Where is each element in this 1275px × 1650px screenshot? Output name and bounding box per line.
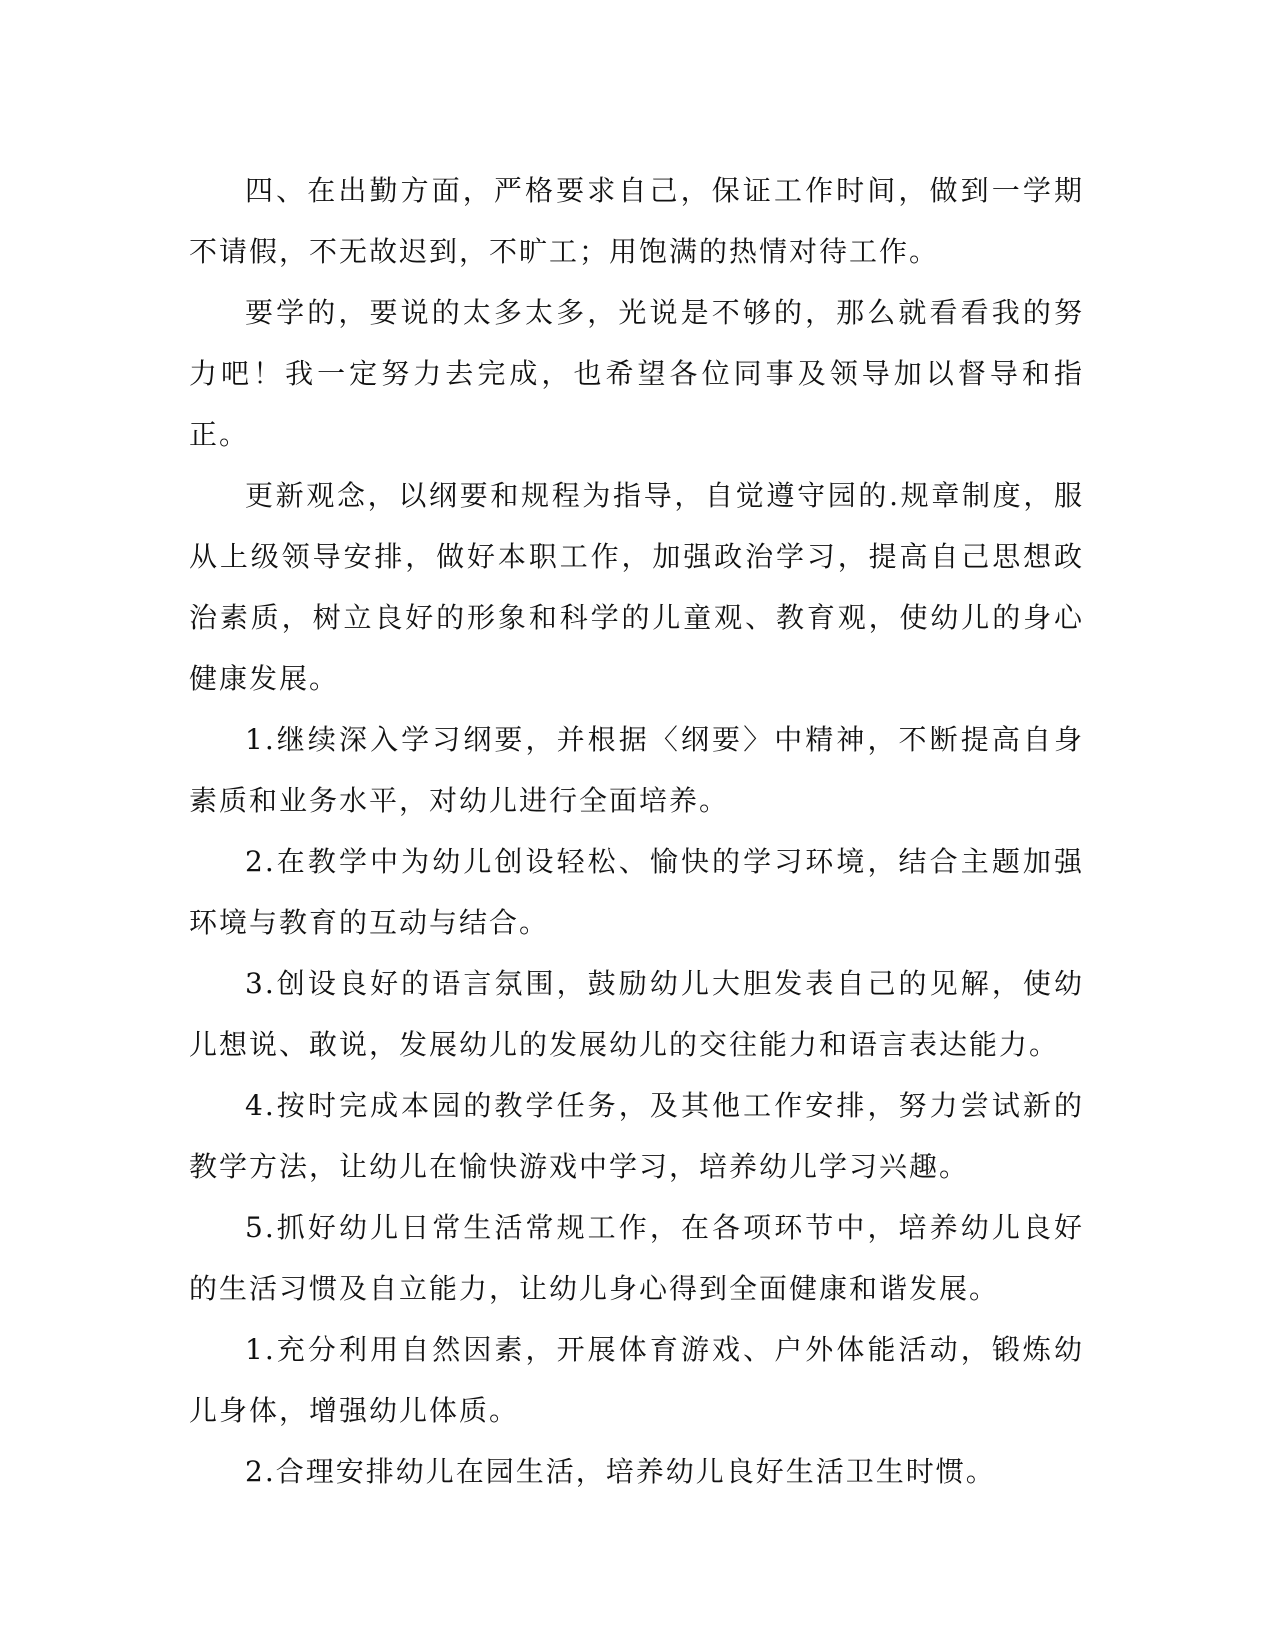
paragraph-item-5-daily-routine: 5.抓好幼儿日常生活常规工作，在各项环节中，培养幼儿良好的生活习惯及自立能力，让幼儿身心得到全面健康和谐发展。	[189, 1211, 1084, 1305]
paragraph-item-4-teaching: 4.按时完成本园的教学任务，及其他工作安排，努力尝试新的教学方法，让幼儿在愉快游戏中学习，培养幼儿学习兴趣。	[189, 1089, 1084, 1183]
document-body	[189, 160, 1084, 1502]
paragraph-attendance: 四、在出勤方面，严格要求自己，保证工作时间，做到一学期不请假，不无故迟到，不旷工；用饱满的热情对待工作。	[189, 174, 1084, 268]
paragraph-health-item-1: 1.充分利用自然因素，开展体育游戏、户外体能活动，锻炼幼儿身体，增强幼儿体质。	[189, 1333, 1084, 1427]
paragraph-health-item-2: 2.合理安排幼儿在园生活，培养幼儿良好生活卫生时惯。	[245, 1455, 996, 1488]
paragraph-item-2-environment: 2.在教学中为幼儿创设轻松、愉快的学习环境，结合主题加强环境与教育的互动与结合。	[189, 845, 1084, 939]
paragraph-item-1-guidelines: 1.继续深入学习纲要，并根据〈纲要〉中精神，不断提高自身素质和业务水平，对幼儿进行全面培养。	[189, 723, 1084, 817]
paragraph-item-3-language: 3.创设良好的语言氛围，鼓励幼儿大胆发表自己的见解，使幼儿想说、敢说，发展幼儿的发展幼儿的交往能力和语言表达能力。	[189, 967, 1084, 1061]
paragraph-concept: 更新观念，以纲要和规程为指导，自觉遵守园的.规章制度，服从上级领导安排，做好本职工作，加强政治学习，提高自己思想政治素质，树立良好的形象和科学的儿童观、教育观，使幼儿的身心健康发展。	[189, 479, 1084, 695]
paragraph-effort: 要学的，要说的太多太多，光说是不够的，那么就看看我的努力吧！我一定努力去完成，也希望各位同事及领导加以督导和指正。	[189, 296, 1084, 451]
